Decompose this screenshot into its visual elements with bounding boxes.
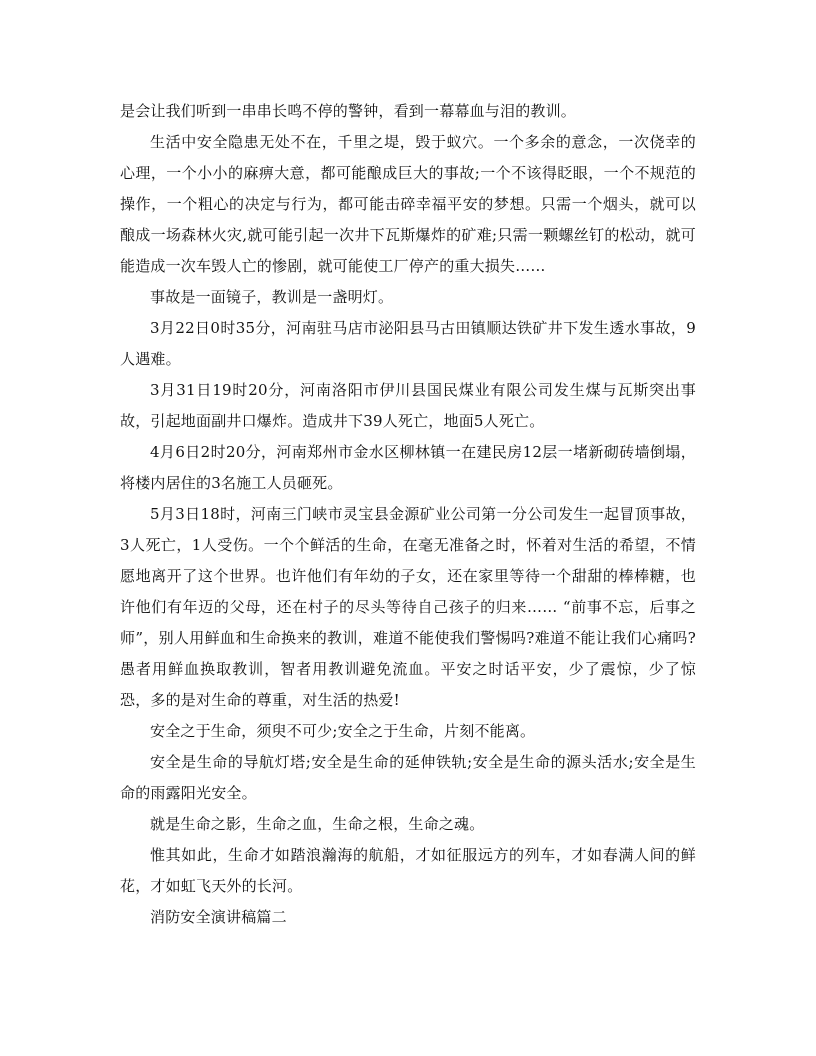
paragraph-continuation: 是会让我们听到一串串长鸣不停的警钟，看到一幕幕血与泪的教训。	[120, 102, 577, 120]
paragraph-conclusion: 惟其如此，生命才如踏浪瀚海的航船，才如征服远方的列车，才如春满人间的鲜花，才如虹飞天外的长河。	[120, 846, 696, 895]
paragraph-hazards: 生活中安全隐患无处不在，千里之堤，毁于蚁穴。一个多余的意念，一次侥幸的心理，一个小小的麻痹大意，都可能酿成巨大的事故;一个不该得眨眼，一个不规范的操作，一个粗心的决定与行为，都可能击碎幸福平安的梦想。只需一个烟头，就可以酿成一场森林火灾,就可能引起一次井下瓦斯爆炸的矿难;只需一颗螺丝钉的松动，就可能造成一次车毁人亡的惨剧，就可能使工厂停产的重大损失……	[120, 133, 696, 275]
paragraph-safety-metaphors: 安全是生命的导航灯塔;安全是生命的延伸铁轨;安全是生命的源头活水;安全是生命的雨露阳光安全。	[120, 753, 696, 802]
paragraph-incident-0503: 5月3日18时，河南三门峡市灵宝县金源矿业公司第一分公司发生一起冒顶事故，3人死亡，1人受伤。一个个鲜活的生命，在毫无准备之时，怀着对生活的希望，不情愿地离开了这个世界。也许他们有年幼的子女，还在家里等待一个甜甜的棒棒糖，也许他们有年迈的父母，还在村子的尽头等待自己孩子的归来…… “前事不忘，后事之师”，别人用鲜血和生命换来的教训，难道不能使我们警惕吗?难道不能让我们心痛吗?愚者用鲜血换取教训，智者用教训避免流血。平安之时话平安，少了震惊，少了惊恐，多的是对生命的尊重，对生活的热爱!	[120, 505, 696, 709]
document-body	[120, 96, 696, 933]
paragraph-incident-0406: 4月6日2时20分，河南郑州市金水区柳林镇一在建民房12层一堵新砌砖墙倒塌，将楼内居住的3名施工人员砸死。	[120, 443, 696, 492]
paragraph-incident-0331: 3月31日19时20分，河南洛阳市伊川县国民煤业有限公司发生煤与瓦斯突出事故，引起地面副井口爆炸。造成井下39人死亡，地面5人死亡。	[120, 381, 696, 430]
paragraph-mirror: 事故是一面镜子，教训是一盏明灯。	[150, 288, 394, 306]
paragraph-life-soul: 就是生命之影，生命之血，生命之根，生命之魂。	[150, 815, 485, 833]
section-heading-part-two: 消防安全演讲稿篇二	[150, 908, 287, 926]
paragraph-safety-life: 安全之于生命，须臾不可少;安全之于生命，片刻不能离。	[150, 722, 536, 740]
paragraph-incident-0322: 3月22日0时35分，河南驻马店市泌阳县马古田镇顺达铁矿井下发生透水事故，9人遇难。	[120, 319, 696, 368]
